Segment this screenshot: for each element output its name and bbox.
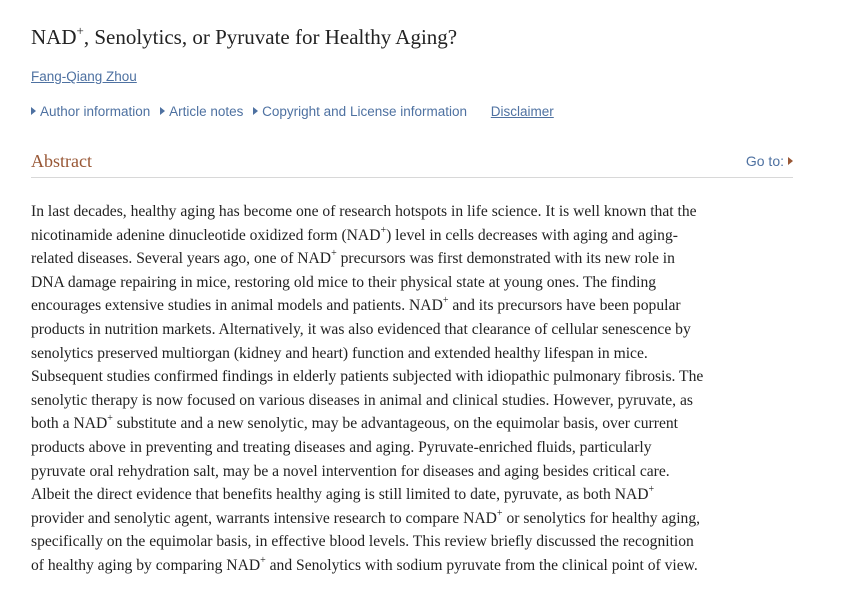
- article-meta-links: [31, 104, 554, 119]
- abstract-text: senolytic therapy is now focused on various diseases in animal and clinical studies. However, pyruvate, as: [31, 391, 693, 409]
- abstract-text: pyruvate oral rehydration salt, may be a novel intervention for diseases and aging besides critical care.: [31, 462, 670, 480]
- superscript-plus: +: [648, 484, 655, 496]
- author-information-toggle[interactable]: [31, 104, 150, 119]
- abstract-line: [31, 507, 795, 531]
- abstract-line: [31, 200, 795, 224]
- expand-triangle-icon: [31, 107, 36, 115]
- abstract-text: specifically on the equimolar basis, in effective blood levels. This review briefly discussed the recognition: [31, 533, 694, 551]
- abstract-line: [31, 436, 795, 460]
- caret-right-icon: [788, 157, 793, 165]
- abstract-text: products above in preventing and treating diseases and aging. Pyruvate-enriched fluids, particularly: [31, 438, 652, 456]
- section-divider: [31, 177, 793, 178]
- abstract-text: substitute and a new senolytic, may be advantageous, on the equimolar basis, over current: [112, 415, 678, 433]
- goto-menu-button[interactable]: [746, 153, 793, 169]
- title-part-a: NAD: [31, 25, 77, 49]
- copyright-license-label: Copyright and License information: [262, 104, 468, 119]
- expand-triangle-icon: [253, 107, 258, 115]
- abstract-text: nicotinamide adenine dinucleotide oxidized form (NAD: [31, 226, 381, 244]
- article-title: [31, 25, 457, 50]
- abstract-line: [31, 554, 795, 578]
- superscript-plus: +: [380, 224, 387, 236]
- title-superscript: +: [76, 23, 84, 38]
- abstract-text: DNA damage repairing in mice, restoring old mice to their physical state at young ones. The finding: [31, 273, 657, 291]
- author-link[interactable]: Fang-Qiang Zhou: [31, 69, 137, 84]
- goto-label: Go to:: [745, 153, 784, 169]
- abstract-text: Subsequent studies confirmed findings in elderly patients subjected with idiopathic pulmonary fibrosis. The: [31, 368, 704, 386]
- abstract-text: or senolytics for healthy aging,: [502, 509, 701, 527]
- disclaimer-link[interactable]: Disclaimer: [490, 104, 554, 119]
- superscript-plus: +: [496, 507, 503, 519]
- expand-triangle-icon: [160, 107, 165, 115]
- superscript-plus: +: [331, 248, 337, 260]
- abstract-line: [31, 271, 795, 295]
- abstract-text: and its precursors have been popular: [448, 297, 681, 315]
- abstract-line: [31, 247, 795, 271]
- abstract-line: [31, 318, 795, 342]
- article-notes-toggle[interactable]: [160, 104, 243, 119]
- abstract-text: ) level in cells decreases with aging and aging-: [386, 226, 678, 244]
- abstract-text: Albeit the direct evidence that benefits healthy aging is still limited to date, pyruvate, as both NAD: [31, 486, 649, 504]
- superscript-plus: +: [260, 554, 266, 566]
- abstract-line: [31, 530, 795, 554]
- abstract-line: [31, 389, 795, 413]
- abstract-line: [31, 365, 795, 389]
- copyright-license-toggle[interactable]: [253, 104, 467, 119]
- abstract-line: [31, 460, 795, 484]
- abstract-body: [31, 200, 795, 578]
- abstract-text: precursors was first demonstrated with its new role in: [336, 250, 675, 268]
- abstract-line: [31, 224, 795, 248]
- abstract-text: and Senolytics with sodium pyruvate from the clinical point of view.: [265, 556, 698, 574]
- abstract-text: of healthy aging by comparing NAD: [31, 556, 261, 574]
- abstract-text: senolytics preserved multiorgan (kidney and heart) function and extended healthy lifespan in mice.: [31, 344, 648, 362]
- article-notes-label: Article notes: [169, 104, 244, 119]
- abstract-line: [31, 412, 795, 436]
- abstract-text: encourages extensive studies in animal models and patients. NAD: [31, 297, 443, 315]
- superscript-plus: +: [442, 295, 449, 307]
- abstract-text: provider and senolytic agent, warrants intensive research to compare NAD: [31, 509, 497, 527]
- abstract-text: related diseases. Several years ago, one of NAD: [31, 250, 332, 268]
- abstract-text: In last decades, healthy aging has become one of research hotspots in life science. It is well known that the: [31, 203, 697, 220]
- title-part-b: , Senolytics, or Pyruvate for Healthy Aging?: [83, 25, 458, 49]
- abstract-heading: Abstract: [31, 151, 92, 171]
- superscript-plus: +: [107, 413, 113, 425]
- abstract-text: products in nutrition markets. Alternatively, it was also evidenced that clearance of cellular senescence by: [31, 320, 691, 338]
- author-information-label: Author information: [40, 104, 151, 119]
- abstract-text: both a NAD: [31, 415, 108, 433]
- abstract-line: [31, 294, 795, 318]
- abstract-line: [31, 483, 795, 507]
- abstract-line: [31, 342, 795, 366]
